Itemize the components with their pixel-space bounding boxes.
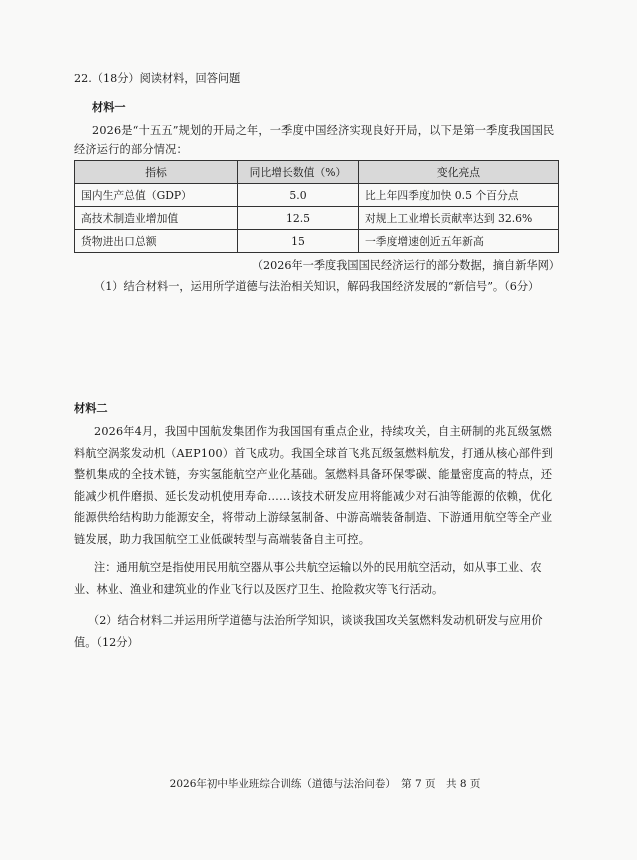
sub-question-1: （1）结合材料一，运用所学道德与法治相关知识，解码我国经济发展的“新信号”。（6分） [94,280,540,293]
question-header: 22.（18分）阅读材料，回答问题 [74,72,241,85]
economy-data-table [74,160,559,253]
table-row [75,184,559,207]
page-footer: 2026年初中毕业班综合训练（道德与法治问卷） 第 7 页 共 8 页 [169,778,481,790]
table-cell: 国内生产总值（GDP） [75,184,238,207]
table-cell: 12.5 [238,207,359,230]
table-cell: 对规上工业增长贡献率达到 32.6% [359,207,559,230]
material-1-paragraph: 2026是“十五五”规划的开局之年，一季度中国经济实现良好开局，以下是第一季度我国国民经济运行的部分情况： [74,124,555,156]
table-cell: 比上年四季度加快 0.5 个百分点 [359,184,559,207]
table-row [75,207,559,230]
table-cell: 15 [238,230,359,253]
sub-question-2: （2）结合材料二并运用所学道德与法治所学知识，谈谈我国攻关氢燃料发动机研发与应用价值。（12分） [74,614,543,649]
table-header: 同比增长数值（%） [238,161,359,184]
material-2-note: 注：通用航空是指使用民用航空器从事公共航空运输以外的民用航空活动，如从事工业、农业、林业、渔业和建筑业的作业飞行以及医疗卫生、抢险救灾等飞行活动。 [74,561,542,596]
material-2-paragraph: 2026年4月，我国中国航发集团作为我国国有重点企业，持续攻关，自主研制的兆瓦级氢燃料航空涡浆发动机（AEP100）首飞成功。我国全球首飞兆瓦级氢燃料航发，打通从核心部件到整机集成的全技术链，夯实氢能航空产业化基础。氢燃料具备环保零碳、能量密度高的特点，还能减少机件磨损、延长发动机使用寿命……该技术研发应用将能减少对石油等能源的依赖，优化能源供给结构助力能源安全，将带动上游绿氢制备、中游高端装备制造、下游通用航空等全产业链发展，助力我国航空工业低碳转型与高端装备自主可控。 [74,425,554,546]
table-cell: 一季度增速创近五年新高 [359,230,559,253]
table-header: 变化亮点 [359,161,559,184]
material-1-title: 材料一 [92,101,126,114]
table-cell: 高技术制造业增加值 [75,207,238,230]
table-header: 指标 [75,161,238,184]
material-2-title: 材料二 [74,402,108,415]
table-header-row [75,161,559,184]
table-row [75,230,559,253]
table-cell: 货物进出口总额 [75,230,238,253]
table-cell: 5.0 [238,184,359,207]
table-source: （2026年一季度我国国民经济运行的部分数据，摘自新华网） [251,259,560,272]
